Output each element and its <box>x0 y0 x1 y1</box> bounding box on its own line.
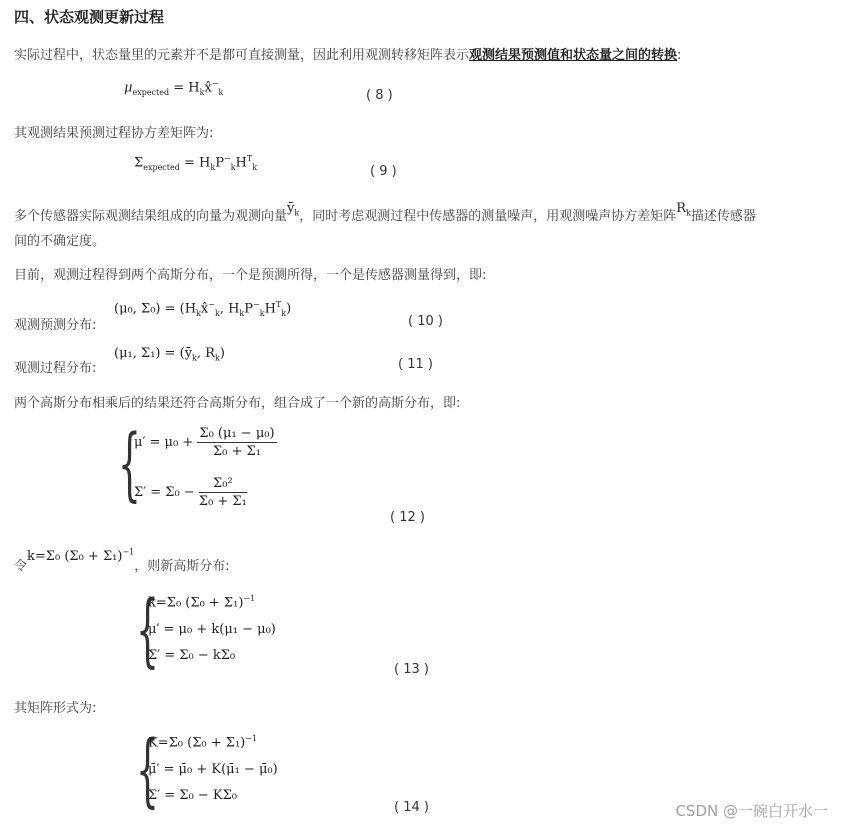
equation-number-10: ( 10 ) <box>408 314 443 329</box>
left-brace-12: { <box>118 417 141 510</box>
equation-12-line-1: μ′ = μ₀ + $\frac{\text{Σ₀ (μ₁ − μ₀)}}{\text{Σ₀ + Σ₁}}$ <box>134 426 275 459</box>
paragraph-observation-vector: 多个传感器实际观测结果组成的向量为观测向量$ȳ_k$，同时考虑观测过程中传感器的测量噪声，用观测噪声协方差矩阵$R_k$描述传感器 <box>14 201 756 224</box>
equation-number-8: ( 8 ) <box>366 88 393 103</box>
paragraph-covariance: 其观测结果预测过程协方差矩阵为: <box>14 126 214 141</box>
left-brace-13: { <box>136 583 159 676</box>
bold-link-conversion[interactable]: 观测结果预测值和状态量之间的转换 <box>469 48 678 63</box>
paragraph-observation-vector-cont: 间的不确定度。 <box>14 234 106 249</box>
paragraph-let-k: 令k=Σ₀ $(\Sigma_0 + \Sigma_1)^{-1}$，则新高斯分布: <box>14 547 230 574</box>
equation-14-line-1: K=Σ₀ $(\Sigma_0 + \Sigma_1)^{-1}$ <box>148 734 258 751</box>
equation-number-11: ( 11 ) <box>398 357 433 372</box>
equation-13-line-3: Σ′ = Σ₀ − kΣ₀ <box>148 648 236 663</box>
equation-9: $\Sigma_{expected} = H_kP^-_kH^T_k$ <box>134 154 258 172</box>
paragraph-two-gaussians: 目前，观测过程得到两个高斯分布，一个是预测所得，一个是传感器测量得到，即: <box>14 268 487 283</box>
csdn-watermark: CSDN @一碗白开水一 <box>675 802 828 820</box>
equation-number-9: ( 9 ) <box>370 164 397 179</box>
equation-12-line-2: Σ′ = Σ₀ − $\frac{\text{Σ₀²}}{\text{Σ₀ + Σ₁}}$ <box>134 476 247 509</box>
equation-11: (μ₁, $\Sigma_1) = (ȳ_k$, $R_k$) <box>114 346 225 363</box>
section-heading: 四、状态观测更新过程 <box>14 8 165 26</box>
equation-8: $\mu_{expected}$ = $H_kx̂^-_k$ <box>124 79 224 97</box>
equation-number-14: ( 14 ) <box>394 800 429 815</box>
paragraph-observation-intro: 实际过程中，状态量里的元素并不是都可直接测量，因此利用观测转移矩阵表示观测结果预测值和状态量之间的转换: <box>14 48 682 63</box>
equation-14-line-3: Σ′ = Σ₀ − KΣ₀ <box>148 788 237 803</box>
equation-14-line-2: μ̄′ = μ̄₀ + K(μ̄₁ − μ̄₀) <box>148 762 278 777</box>
paragraph-gaussian-product: 两个高斯分布相乘后的结果还符合高斯分布，组合成了一个新的高斯分布，即: <box>14 396 461 411</box>
equation-number-12: ( 12 ) <box>390 510 425 525</box>
label-measurement-distribution: 观测过程分布: <box>14 361 97 376</box>
equation-number-13: ( 13 ) <box>394 662 429 677</box>
equation-13-line-1: k=Σ₀ $(\Sigma_0 + \Sigma_1)^{-1}$ <box>148 594 256 611</box>
left-brace-14: { <box>136 723 159 816</box>
paragraph-matrix-form: 其矩阵形式为: <box>14 701 97 716</box>
equation-10: (μ₀, $\Sigma_0) = (H_kx̂^-_k$, $H_kP^-_kH^T_k$) <box>114 300 292 318</box>
intro-text: 实际过程中，状态量里的元素并不是都可直接测量，因此利用观测转移矩阵表示 <box>14 48 470 63</box>
label-predicted-distribution: 观测预测分布: <box>14 318 97 333</box>
equation-13-line-2: μ′ = μ₀ + k(μ₁ − μ₀) <box>148 622 276 637</box>
